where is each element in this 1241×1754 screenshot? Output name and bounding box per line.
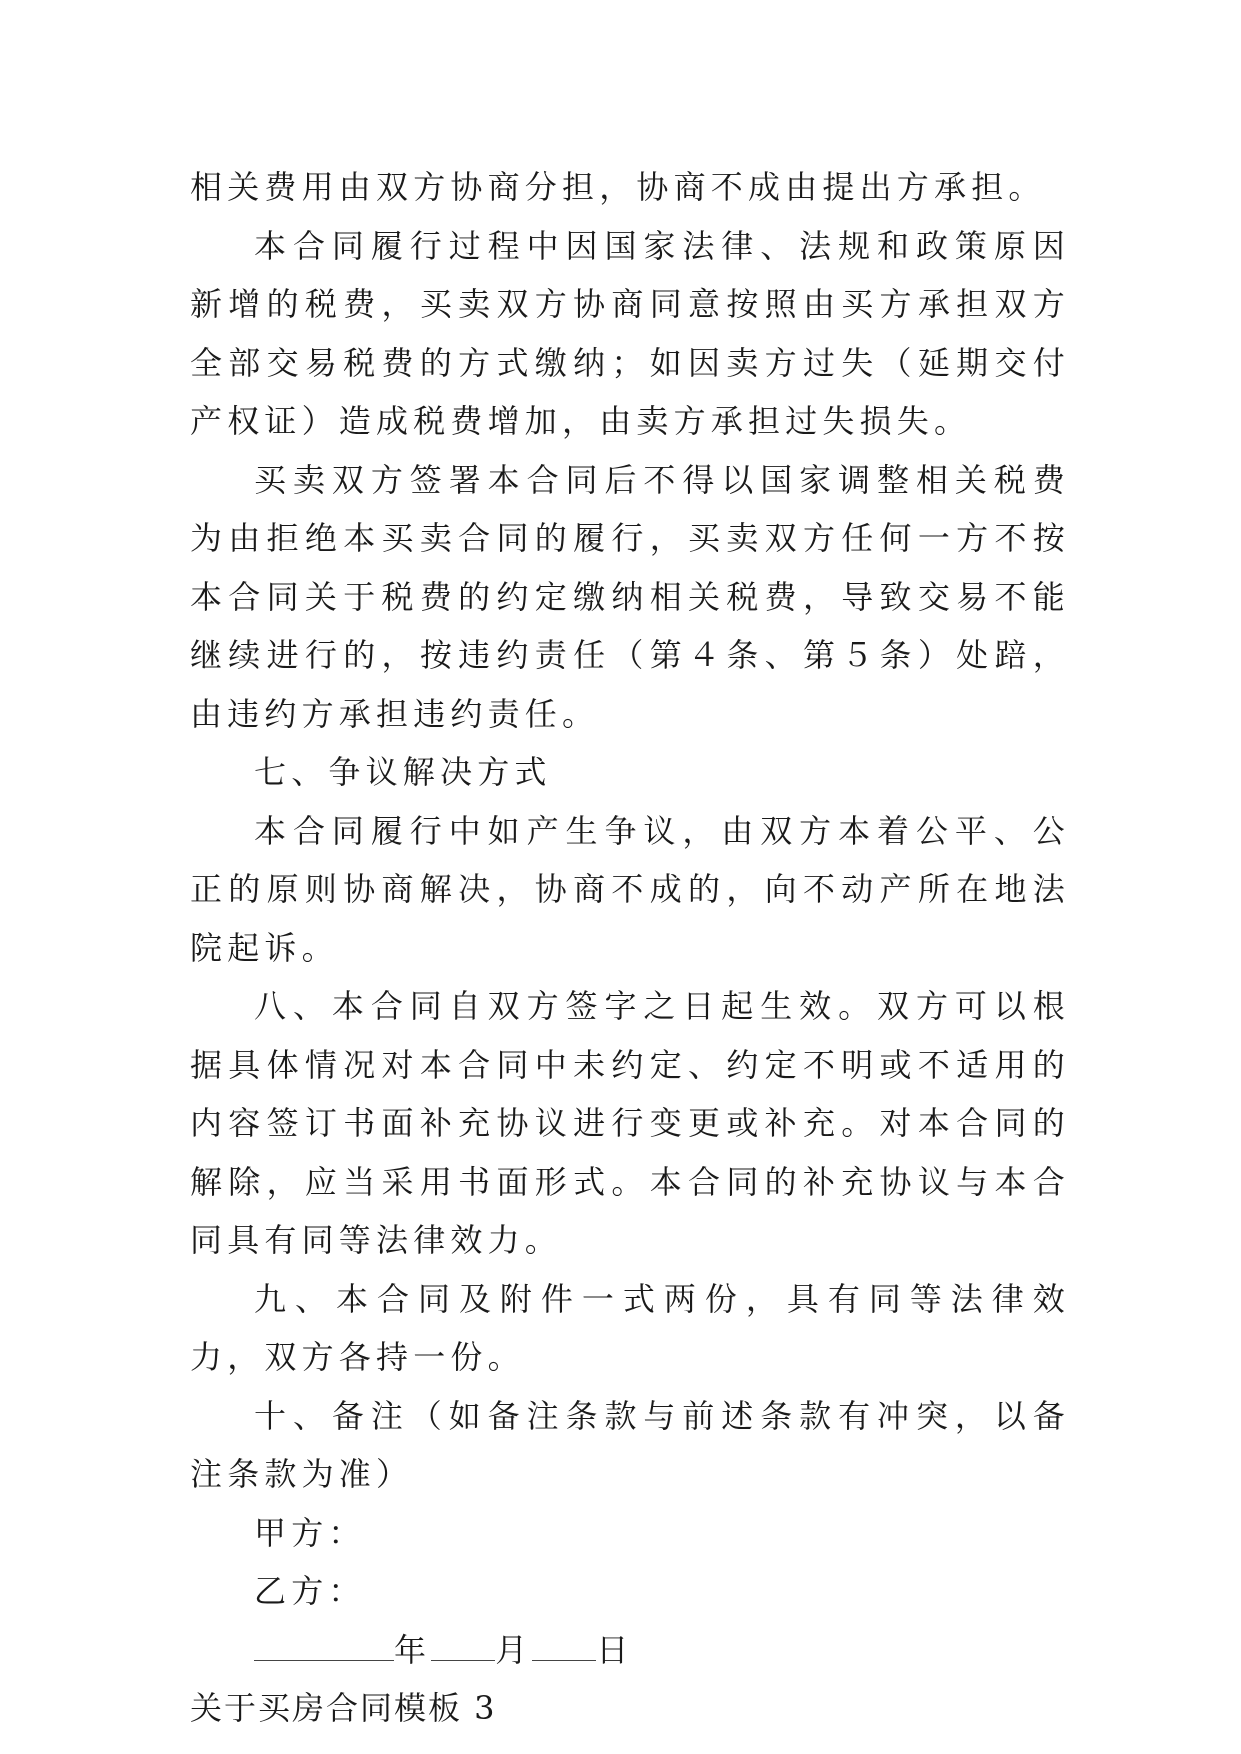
paragraph-tax-obligation: 买卖双方签署本合同后不得以国家调整相关税费为由拒绝本买卖合同的履行，买卖双方任何一方不按本合同关于税费的约定缴纳相关税费，导致交易不能继续进行的，按违约责任（第４条、第５条）处踣，由违约方承担违约责任。 — [190, 460, 1070, 733]
year-blank — [254, 1636, 394, 1661]
paragraph-new-taxes: 本合同履行过程中因国家法律、法规和政策原因新增的税费，买卖双方协商同意按照由买方承担双方全部交易税费的方式缴纳；如因卖方过失（延期交付产权证）造成税费增加，由卖方承担过失损失。 — [190, 226, 1070, 440]
party-a-signature-line: 甲方： — [254, 1513, 366, 1552]
paragraph-fee-sharing: 相关费用由双方协商分担，协商不成由提出方承担。 — [190, 168, 1046, 206]
day-label: 日 — [596, 1630, 634, 1669]
month-label: 月 — [495, 1630, 533, 1669]
month-blank — [431, 1636, 495, 1661]
paragraph-effective-date: 八、本合同自双方签字之日起生效。双方可以根据具体情况对本合同中未约定、约定不明或不适用的内容签订书面补充协议进行变更或补充。对本合同的解除，应当采用书面形式。本合同的补充协议与本合同具有同等法律效力。 — [190, 987, 1070, 1259]
date-line — [190, 1621, 1070, 1680]
paragraph-dispute-resolution: 本合同履行中如产生争议，由双方本着公平、公正的原则协商解决，协商不成的，向不动产所在地法院起诉。 — [190, 811, 1070, 967]
day-blank — [532, 1636, 596, 1661]
paragraph-copies: 九、本合同及附件一式两份，具有同等法律效力，双方各持一份。 — [190, 1279, 1070, 1376]
paragraph-remarks: 十、备注（如备注条款与前述条款有冲突，以备注条款为准） — [190, 1396, 1070, 1493]
year-label: 年 — [394, 1630, 432, 1669]
next-section-title: 关于买房合同模板 3 — [190, 1689, 497, 1727]
document-body — [190, 158, 1070, 1738]
party-b-signature-line: 乙方： — [254, 1572, 366, 1610]
section-heading-dispute: 七、争议解决方式 — [254, 753, 552, 791]
